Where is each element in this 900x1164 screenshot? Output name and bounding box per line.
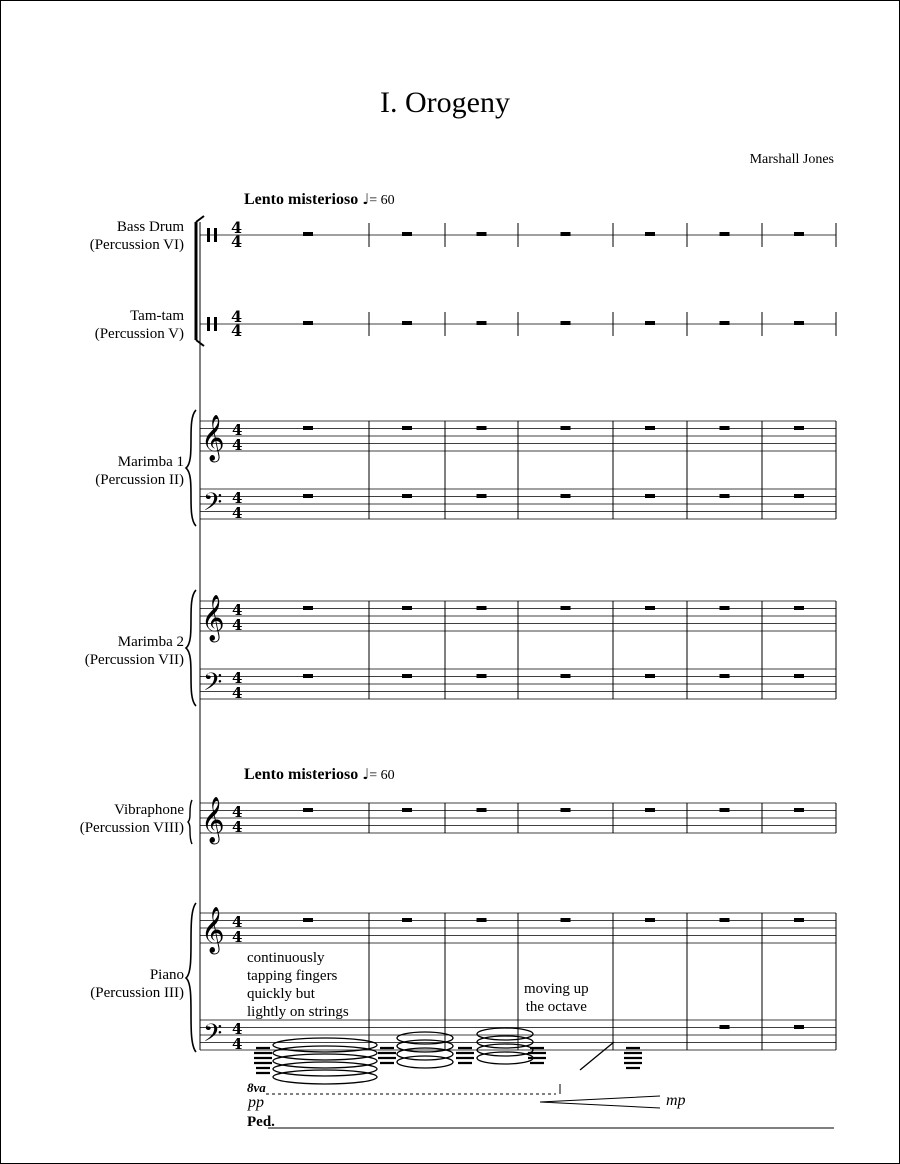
whole-rest bbox=[794, 494, 804, 498]
whole-rest bbox=[402, 494, 412, 498]
whole-rest bbox=[720, 918, 730, 922]
instrument-name: Marimba 2 bbox=[117, 634, 184, 650]
whole-rest bbox=[402, 674, 412, 678]
neutral-clef-icon bbox=[214, 317, 217, 331]
whole-rest bbox=[645, 918, 655, 922]
whole-rest bbox=[561, 232, 571, 236]
dynamic-mp: mp bbox=[666, 1092, 686, 1109]
instrument-name: Marimba 1 bbox=[117, 454, 184, 470]
whole-rest bbox=[794, 321, 804, 325]
bass-clef-icon: 𝄢 bbox=[203, 1019, 223, 1054]
whole-rest bbox=[477, 232, 487, 236]
time-sig-numerator: 4 bbox=[232, 669, 243, 687]
whole-rest bbox=[794, 606, 804, 610]
treble-clef-icon: 𝄞 bbox=[201, 907, 225, 953]
whole-rest bbox=[477, 494, 487, 498]
instrument-section: (Percussion V) bbox=[94, 326, 184, 342]
whole-rest bbox=[645, 494, 655, 498]
dynamic-pp: pp bbox=[248, 1094, 264, 1111]
whole-rest bbox=[402, 606, 412, 610]
whole-rest bbox=[720, 808, 730, 812]
instruction-line: quickly but bbox=[247, 986, 315, 1002]
pedal-marking: Ped. bbox=[247, 1114, 275, 1130]
bass-clef-icon: 𝄢 bbox=[203, 488, 223, 523]
brace-marimba-2 bbox=[186, 590, 196, 706]
neutral-clef-icon bbox=[214, 228, 217, 242]
tempo-text: Lento misterioso bbox=[244, 191, 359, 208]
whole-rest bbox=[303, 606, 313, 610]
instrument-name: Vibraphone bbox=[114, 802, 184, 818]
score-title: I. Orogeny bbox=[380, 86, 510, 119]
whole-rest bbox=[303, 321, 313, 325]
whole-rest bbox=[720, 606, 730, 610]
whole-rest bbox=[477, 918, 487, 922]
time-sig-denominator: 4 bbox=[232, 616, 243, 634]
whole-rest bbox=[720, 494, 730, 498]
whole-rest bbox=[477, 808, 487, 812]
time-sig-numerator: 4 bbox=[232, 601, 243, 619]
time-sig-denominator: 4 bbox=[232, 1035, 243, 1053]
instruction-line: the octave bbox=[525, 999, 587, 1015]
whole-rest bbox=[561, 606, 571, 610]
time-sig-numerator: 4 bbox=[232, 1020, 243, 1038]
whole-rest bbox=[303, 426, 313, 430]
whole-rest bbox=[645, 606, 655, 610]
whole-rest bbox=[794, 918, 804, 922]
whole-rest bbox=[303, 494, 313, 498]
time-sig-numerator: 4 bbox=[231, 218, 243, 237]
quarter-note-icon: ♩ bbox=[362, 190, 370, 208]
brace-marimba-1 bbox=[186, 410, 196, 526]
instrument-section: (Percussion VIII) bbox=[79, 820, 184, 836]
whole-rest bbox=[303, 232, 313, 236]
whole-rest bbox=[561, 918, 571, 922]
instruction-line: continuously bbox=[247, 950, 325, 966]
time-sig-denominator: 4 bbox=[232, 928, 243, 946]
whole-rest bbox=[477, 606, 487, 610]
time-sig-numerator: 4 bbox=[232, 803, 243, 821]
time-sig-denominator: 4 bbox=[231, 232, 243, 251]
treble-clef-icon: 𝄞 bbox=[201, 797, 225, 843]
quarter-note-icon: ♩ bbox=[362, 765, 370, 783]
instrument-name: Piano bbox=[149, 967, 184, 983]
ottava-marking: 8va bbox=[247, 1080, 266, 1095]
whole-rest bbox=[402, 918, 412, 922]
whole-rest bbox=[561, 494, 571, 498]
tempo-value: = 60 bbox=[369, 193, 395, 208]
neutral-clef-icon bbox=[207, 228, 210, 242]
whole-rest bbox=[561, 674, 571, 678]
instrument-section: (Percussion VI) bbox=[89, 237, 184, 253]
glissando-line bbox=[580, 1042, 614, 1070]
time-sig-denominator: 4 bbox=[232, 684, 243, 702]
brace-vibraphone bbox=[188, 800, 192, 844]
instruction-line: moving up bbox=[524, 981, 589, 997]
whole-rest bbox=[561, 426, 571, 430]
time-sig-numerator: 4 bbox=[232, 421, 243, 439]
neutral-clef-icon bbox=[207, 317, 210, 331]
whole-rest bbox=[720, 1025, 730, 1029]
whole-rest bbox=[303, 808, 313, 812]
tempo-value: = 60 bbox=[369, 768, 395, 783]
time-sig-numerator: 4 bbox=[232, 913, 243, 931]
instruction-line: lightly on strings bbox=[247, 1004, 349, 1020]
treble-clef-icon: 𝄞 bbox=[201, 595, 225, 641]
whole-rest bbox=[720, 232, 730, 236]
whole-rest bbox=[794, 232, 804, 236]
whole-rest bbox=[561, 321, 571, 325]
crescendo-hairpin bbox=[540, 1096, 660, 1108]
whole-rest bbox=[794, 808, 804, 812]
whole-rest bbox=[794, 426, 804, 430]
whole-rest bbox=[477, 321, 487, 325]
whole-rest bbox=[645, 321, 655, 325]
instrument-name: Bass Drum bbox=[116, 219, 184, 235]
whole-rest bbox=[720, 321, 730, 325]
instrument-section: (Percussion II) bbox=[95, 472, 184, 488]
whole-rest bbox=[402, 232, 412, 236]
whole-rest bbox=[477, 674, 487, 678]
piano-tremolo-slurs bbox=[273, 1028, 533, 1084]
time-sig-denominator: 4 bbox=[232, 818, 243, 836]
time-sig-denominator: 4 bbox=[231, 321, 243, 340]
whole-rest bbox=[645, 426, 655, 430]
brace-piano bbox=[186, 903, 196, 1052]
whole-rest bbox=[645, 674, 655, 678]
whole-rest bbox=[303, 674, 313, 678]
whole-rest bbox=[794, 674, 804, 678]
whole-rest bbox=[720, 426, 730, 430]
whole-rest bbox=[794, 1025, 804, 1029]
whole-rest bbox=[645, 808, 655, 812]
whole-rest bbox=[645, 232, 655, 236]
time-sig-denominator: 4 bbox=[232, 504, 243, 522]
time-sig-numerator: 4 bbox=[232, 489, 243, 507]
whole-rest bbox=[402, 808, 412, 812]
whole-rest bbox=[402, 426, 412, 430]
instrument-section: (Percussion VII) bbox=[84, 652, 184, 668]
whole-rest bbox=[477, 426, 487, 430]
instrument-name: Tam-tam bbox=[130, 308, 184, 324]
time-sig-numerator: 4 bbox=[231, 307, 243, 326]
treble-clef-icon: 𝄞 bbox=[201, 415, 225, 461]
composer-name: Marshall Jones bbox=[749, 152, 834, 167]
tempo-text: Lento misterioso bbox=[244, 766, 359, 783]
time-sig-denominator: 4 bbox=[232, 436, 243, 454]
whole-rest bbox=[402, 321, 412, 325]
whole-rest bbox=[720, 674, 730, 678]
bass-clef-icon: 𝄢 bbox=[203, 668, 223, 703]
whole-rest bbox=[561, 808, 571, 812]
instrument-section: (Percussion III) bbox=[90, 985, 184, 1001]
whole-rest bbox=[303, 918, 313, 922]
instruction-line: tapping fingers bbox=[247, 968, 338, 984]
